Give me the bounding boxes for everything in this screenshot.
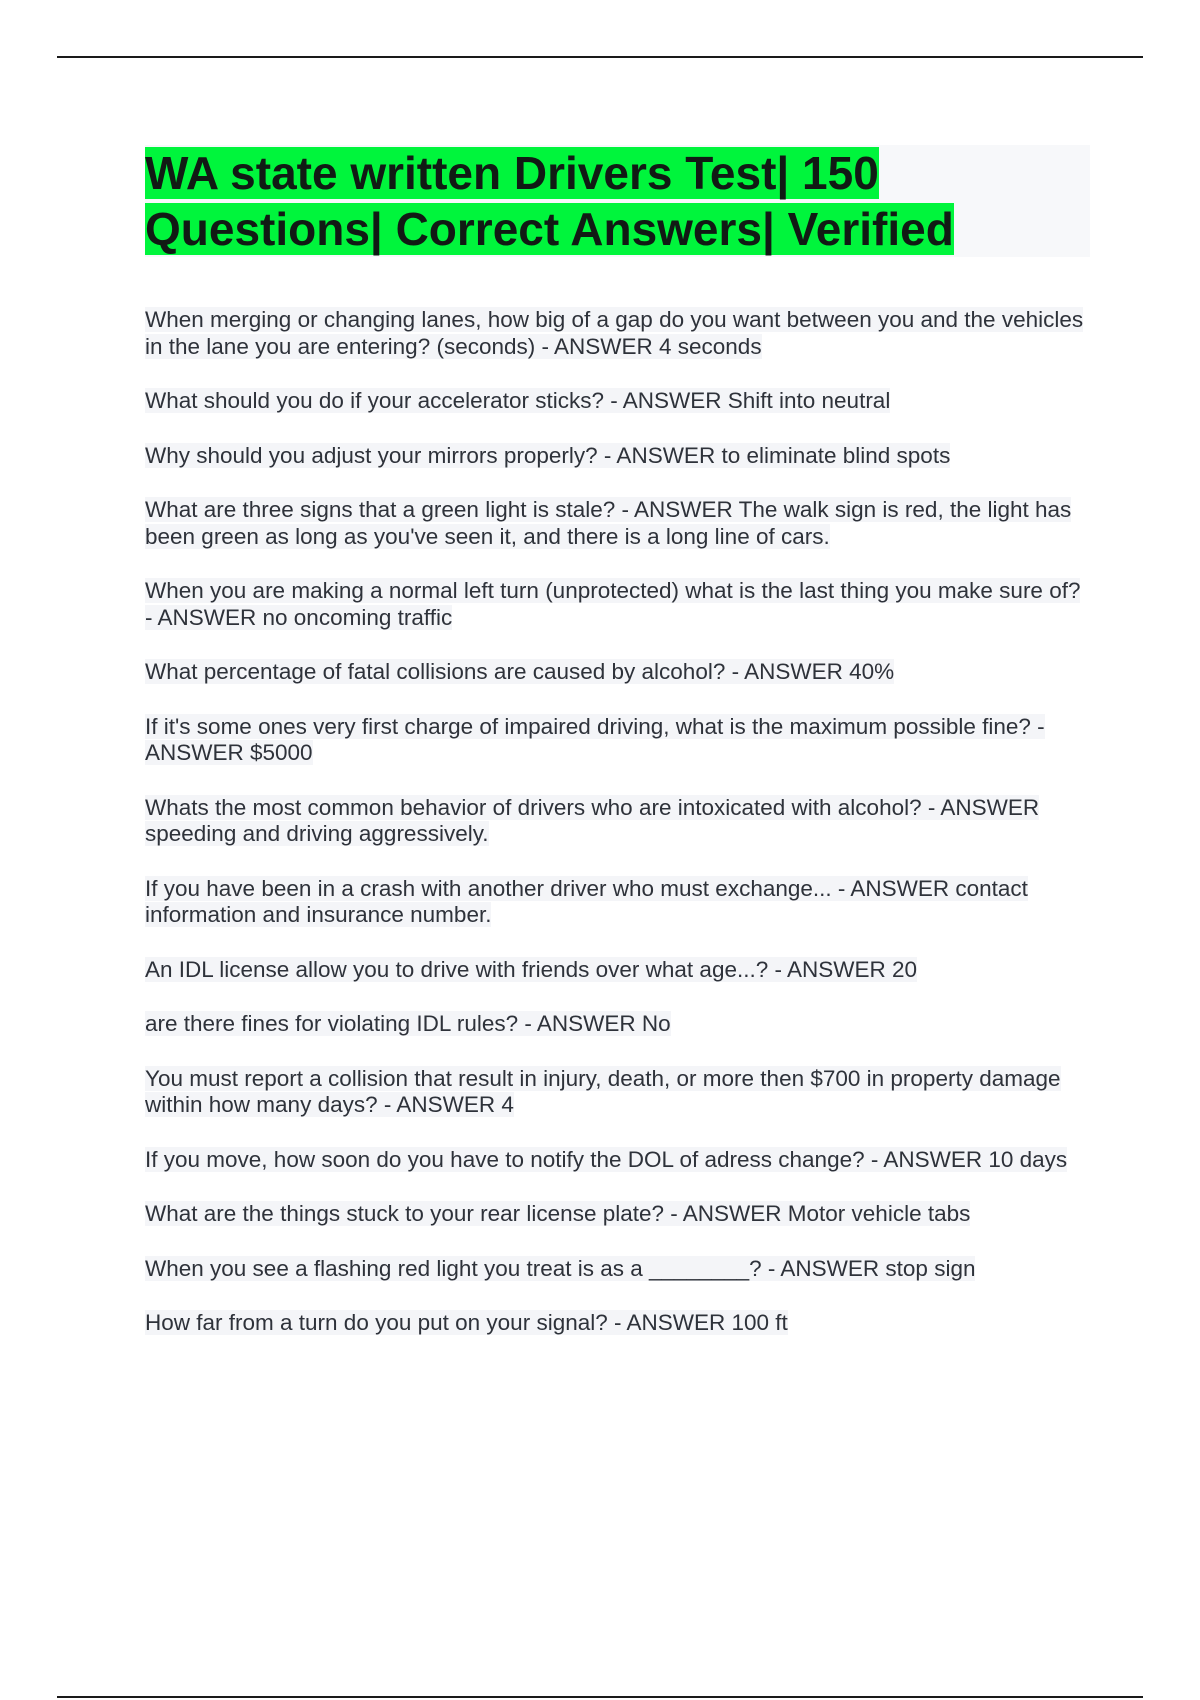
qa-item [145, 795, 1090, 848]
footer-rule [57, 1696, 1143, 1698]
title-block [145, 145, 1090, 257]
qa-item [145, 1256, 1090, 1283]
title-highlight: WA state written Drivers Test| 150 Questions| Correct Answers| Verified [145, 147, 954, 255]
qa-text: When merging or changing lanes, how big of a gap do you want between you and the vehicles in the lane you are entering? (seconds) - ANSWER 4 seconds [145, 307, 1084, 359]
qa-item [145, 1147, 1090, 1174]
qa-item [145, 1011, 1090, 1038]
qa-text: An IDL license allow you to drive with friends over what age...? - ANSWER 20 [145, 956, 918, 982]
qa-item [145, 957, 1090, 984]
qa-text: If it's some ones very first charge of impaired driving, what is the maximum possible fine? - ANSWER $5000 [145, 713, 1045, 765]
qa-text: What should you do if your accelerator sticks? - ANSWER Shift into neutral [145, 388, 891, 413]
qa-text: If you have been in a crash with another driver who must exchange... - ANSWER contact information and insurance number. [145, 875, 1028, 927]
qa-list [145, 307, 1090, 1337]
qa-text: When you are making a normal left turn (unprotected) what is the last thing you make sure of? - ANSWER no oncoming traffic [145, 578, 1081, 630]
qa-text: Whats the most common behavior of drivers who are intoxicated with alcohol? - ANSWER speeding and driving aggressively. [145, 794, 1040, 846]
qa-item [145, 578, 1090, 631]
qa-item [145, 307, 1090, 360]
qa-text: You must report a collision that result in injury, death, or more then $700 in property damage within how many days? - ANSWER 4 [145, 1065, 1061, 1117]
qa-item [145, 659, 1090, 686]
qa-text: What percentage of fatal collisions are caused by alcohol? - ANSWER 40% [145, 659, 895, 684]
qa-item [145, 497, 1090, 550]
qa-item [145, 1066, 1090, 1119]
header-rule [57, 56, 1143, 58]
qa-text: If you move, how soon do you have to notify the DOL of adress change? - ANSWER 10 days [145, 1146, 1068, 1172]
qa-text: What are the things stuck to your rear license plate? - ANSWER Motor vehicle tabs [145, 1201, 971, 1226]
qa-item [145, 443, 1090, 470]
qa-item [145, 1201, 1090, 1228]
qa-item [145, 714, 1090, 767]
qa-text: What are three signs that a green light is stale? - ANSWER The walk sign is red, the light has been green as long as you've seen it, and there is a long line of cars. [145, 497, 1072, 549]
qa-text: Why should you adjust your mirrors properly? - ANSWER to eliminate blind spots [145, 442, 951, 468]
document-title [145, 145, 1090, 257]
qa-text: When you see a flashing red light you treat is as a ________? - ANSWER stop sign [145, 1255, 976, 1281]
qa-text: are there fines for violating IDL rules? - ANSWER No [145, 1011, 671, 1036]
qa-item [145, 876, 1090, 929]
document-body [145, 145, 1090, 1365]
qa-item [145, 388, 1090, 415]
qa-item [145, 1310, 1090, 1337]
qa-text: How far from a turn do you put on your signal? - ANSWER 100 ft [145, 1310, 788, 1335]
